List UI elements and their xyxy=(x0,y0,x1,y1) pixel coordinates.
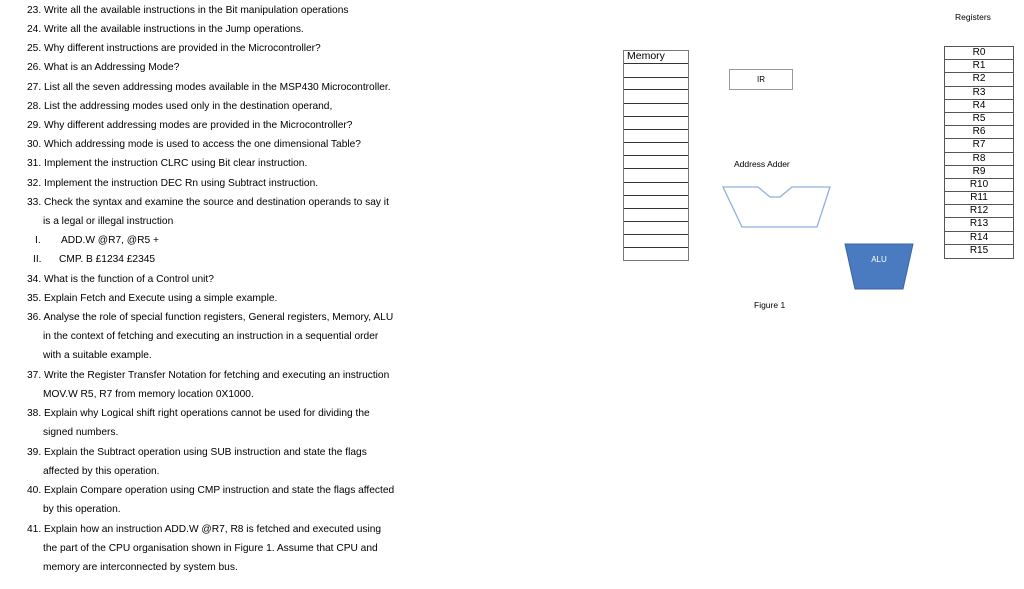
alu-label: ALU xyxy=(871,255,887,264)
register-r7: R7 xyxy=(945,139,1013,152)
address-adder-label: Address Adder xyxy=(734,159,790,169)
question-41-continuation-2: memory are interconnected by system bus. xyxy=(43,562,238,573)
question-31: 31. Implement the instruction CLRC using Bit clear instruction. xyxy=(27,158,308,169)
question-32: 32. Implement the instruction DEC Rn using Subtract instruction. xyxy=(27,178,319,189)
question-26: 26. What is an Addressing Mode? xyxy=(27,62,180,73)
question-33-item-1: I. ADD.W @R7, @R5 + xyxy=(35,235,159,246)
question-33-continuation: is a legal or illegal instruction xyxy=(43,216,174,227)
question-23: 23. Write all the available instructions in the Bit manipulation operations xyxy=(27,5,349,16)
register-file xyxy=(944,46,1014,259)
question-34: 34. What is the function of a Control unit? xyxy=(27,274,214,285)
register-r5: R5 xyxy=(945,113,1013,126)
question-38-continuation: signed numbers. xyxy=(43,427,119,438)
question-37: 37. Write the Register Transfer Notation for fetching and executing an instruction xyxy=(27,370,390,381)
question-35: 35. Explain Fetch and Execute using a simple example. xyxy=(27,293,278,304)
question-33: 33. Check the syntax and examine the source and destination operands to say it xyxy=(27,197,389,208)
question-39: 39. Explain the Subtract operation using SUB instruction and state the flags xyxy=(27,447,367,458)
question-36-continuation-2: with a suitable example. xyxy=(43,350,152,361)
question-29: 29. Why different addressing modes are provided in the Microcontroller? xyxy=(27,120,353,131)
question-39-continuation: affected by this operation. xyxy=(43,466,160,477)
ir-label: IR xyxy=(757,75,765,84)
question-30: 30. Which addressing mode is used to access the one dimensional Table? xyxy=(27,139,361,150)
question-27: 27. List all the seven addressing modes available in the MSP430 Microcontroller. xyxy=(27,82,391,93)
question-36: 36. Analyse the role of special function registers, General registers, Memory, ALU xyxy=(27,312,394,323)
register-r3: R3 xyxy=(945,87,1013,100)
question-41: 41. Explain how an instruction ADD.W @R7, R8 is fetched and executed using xyxy=(27,524,382,535)
register-r11: R11 xyxy=(945,192,1013,205)
memory-label: Memory xyxy=(627,50,665,62)
question-37-continuation: MOV.W R5, R7 from memory location 0X1000. xyxy=(43,389,254,400)
question-40-continuation: by this operation. xyxy=(43,504,121,515)
register-r15: R15 xyxy=(969,244,989,256)
register-r13: R13 xyxy=(945,218,1013,231)
register-r10: R10 xyxy=(945,179,1013,192)
question-36-continuation-1: in the context of fetching and executing an instruction in a sequential order xyxy=(43,331,379,342)
question-24: 24. Write all the available instructions in the Jump operations. xyxy=(27,24,304,35)
register-r8: R8 xyxy=(945,153,1013,166)
address-adder-shape xyxy=(723,187,830,227)
question-41-continuation-1: the part of the CPU organisation shown in Figure 1. Assume that CPU and xyxy=(43,543,378,554)
register-r6: R6 xyxy=(945,126,1013,139)
registers-title: Registers xyxy=(955,12,991,22)
register-r12: R12 xyxy=(945,205,1013,218)
register-r0: R0 xyxy=(945,47,1013,60)
alu-shape xyxy=(845,244,913,289)
register-r14: R14 xyxy=(945,232,1013,245)
register-r2: R2 xyxy=(945,73,1013,86)
question-38: 38. Explain why Logical shift right operations cannot be used for dividing the xyxy=(27,408,370,419)
question-25: 25. Why different instructions are provided in the Microcontroller? xyxy=(27,43,321,54)
question-33-item-2: II. CMP. B £1234 £2345 xyxy=(33,254,156,265)
register-r1: R1 xyxy=(945,60,1013,73)
register-r4: R4 xyxy=(945,100,1013,113)
question-40: 40. Explain Compare operation using CMP instruction and state the flags affected xyxy=(27,485,395,496)
register-r9: R9 xyxy=(945,166,1013,179)
question-28: 28. List the addressing modes used only in the destination operand, xyxy=(27,101,333,112)
figure-caption: Figure 1 xyxy=(754,300,786,310)
